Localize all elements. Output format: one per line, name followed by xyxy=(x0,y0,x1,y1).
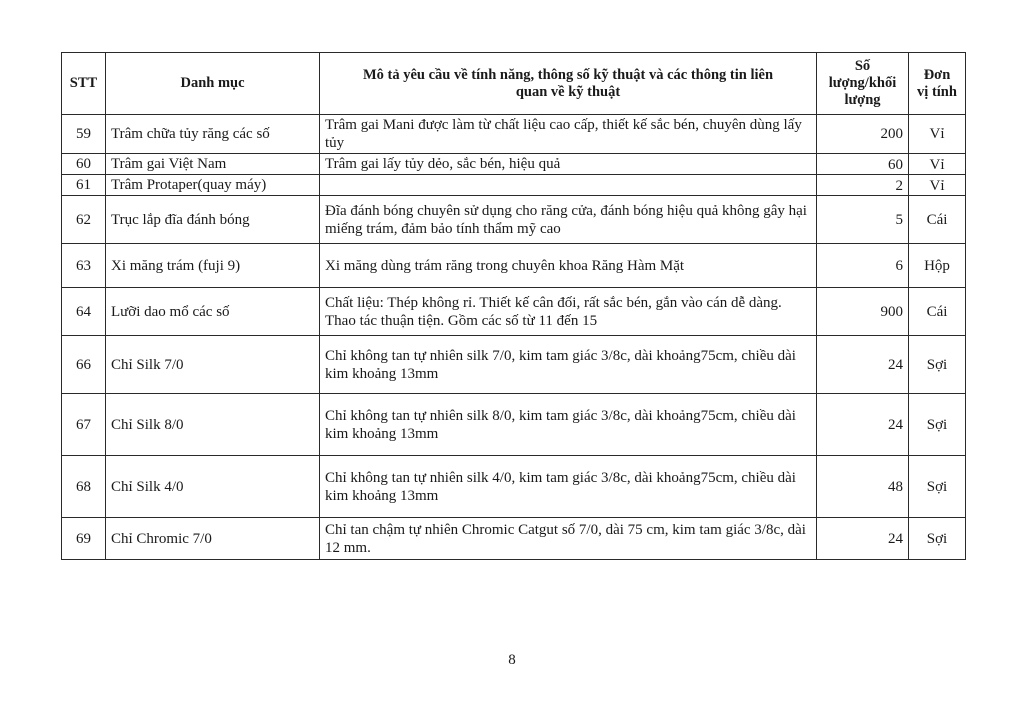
cell-stt: 68 xyxy=(62,456,106,518)
cell-unit: Vỉ xyxy=(909,115,966,154)
cell-qty: 48 xyxy=(817,456,909,518)
cell-unit: Sợi xyxy=(909,456,966,518)
cell-stt: 62 xyxy=(62,196,106,244)
table-row xyxy=(62,244,966,288)
cell-qty: 24 xyxy=(817,394,909,456)
cell-desc xyxy=(320,175,817,196)
table-row xyxy=(62,196,966,244)
cell-qty: 24 xyxy=(817,518,909,560)
header-name: Danh mục xyxy=(106,53,320,115)
cell-desc: Chỉ tan chậm tự nhiên Chromic Catgut số 7/0, dài 75 cm, kim tam giác 3/8c, dài 12 mm. xyxy=(320,518,817,560)
cell-stt: 67 xyxy=(62,394,106,456)
cell-stt: 69 xyxy=(62,518,106,560)
cell-name: Trâm chữa tủy răng các số xyxy=(106,115,320,154)
table-row xyxy=(62,115,966,154)
cell-desc: Trâm gai lấy tủy dẻo, sắc bén, hiệu quả xyxy=(320,154,817,175)
page-number: 8 xyxy=(508,652,516,668)
cell-desc: Chỉ không tan tự nhiên silk 7/0, kim tam giác 3/8c, dài khoảng75cm, chiều dài kim khoảng 13mm xyxy=(320,336,817,394)
header-unit: Đơn vị tính xyxy=(909,53,966,115)
cell-name: Trâm gai Việt Nam xyxy=(106,154,320,175)
cell-unit: Vỉ xyxy=(909,175,966,196)
spec-table xyxy=(61,52,966,560)
cell-desc: Xi măng dùng trám răng trong chuyên khoa Răng Hàm Mặt xyxy=(320,244,817,288)
table-row xyxy=(62,288,966,336)
table-row xyxy=(62,394,966,456)
cell-unit: Sợi xyxy=(909,336,966,394)
cell-stt: 66 xyxy=(62,336,106,394)
cell-stt: 64 xyxy=(62,288,106,336)
cell-desc: Trâm gai Mani được làm từ chất liệu cao cấp, thiết kế sắc bén, chuyên dùng lấy tủy xyxy=(320,115,817,154)
cell-unit: Cái xyxy=(909,196,966,244)
cell-unit: Vỉ xyxy=(909,154,966,175)
cell-name: Lưỡi dao mổ các số xyxy=(106,288,320,336)
cell-name: Trâm Protaper(quay máy) xyxy=(106,175,320,196)
cell-unit: Sợi xyxy=(909,394,966,456)
header-qty: Số lượng/khối lượng xyxy=(817,53,909,115)
cell-qty: 6 xyxy=(817,244,909,288)
table-row xyxy=(62,456,966,518)
cell-qty: 200 xyxy=(817,115,909,154)
cell-qty: 2 xyxy=(817,175,909,196)
header-stt: STT xyxy=(62,53,106,115)
cell-name: Chỉ Chromic 7/0 xyxy=(106,518,320,560)
cell-stt: 59 xyxy=(62,115,106,154)
cell-unit: Hộp xyxy=(909,244,966,288)
cell-desc: Đĩa đánh bóng chuyên sử dụng cho răng cửa, đánh bóng hiệu quả không gây hại miếng trám, đảm bảo tính thẩm mỹ cao xyxy=(320,196,817,244)
cell-name: Chỉ Silk 4/0 xyxy=(106,456,320,518)
cell-desc: Chỉ không tan tự nhiên silk 8/0, kim tam giác 3/8c, dài khoảng75cm, chiều dài kim khoảng 13mm xyxy=(320,394,817,456)
cell-qty: 5 xyxy=(817,196,909,244)
cell-qty: 24 xyxy=(817,336,909,394)
cell-stt: 63 xyxy=(62,244,106,288)
table-row xyxy=(62,175,966,196)
header-desc: Mô tả yêu cầu về tính năng, thông số kỹ thuật và các thông tin liên quan về kỹ thuật xyxy=(320,53,817,115)
cell-stt: 60 xyxy=(62,154,106,175)
table-row xyxy=(62,518,966,560)
cell-unit: Cái xyxy=(909,288,966,336)
cell-name: Chỉ Silk 8/0 xyxy=(106,394,320,456)
table-row xyxy=(62,336,966,394)
cell-stt: 61 xyxy=(62,175,106,196)
cell-name: Chỉ Silk 7/0 xyxy=(106,336,320,394)
table-row xyxy=(62,154,966,175)
cell-qty: 900 xyxy=(817,288,909,336)
cell-desc: Chất liệu: Thép không rỉ. Thiết kế cân đối, rất sắc bén, gắn vào cán dễ dàng. Thao tác thuận tiện. Gồm các số từ 11 đến 15 xyxy=(320,288,817,336)
cell-desc: Chỉ không tan tự nhiên silk 4/0, kim tam giác 3/8c, dài khoảng75cm, chiều dài kim khoảng 13mm xyxy=(320,456,817,518)
cell-name: Xi măng trám (fuji 9) xyxy=(106,244,320,288)
cell-qty: 60 xyxy=(817,154,909,175)
header-row xyxy=(62,53,966,115)
cell-unit: Sợi xyxy=(909,518,966,560)
cell-name: Trục lắp đĩa đánh bóng xyxy=(106,196,320,244)
